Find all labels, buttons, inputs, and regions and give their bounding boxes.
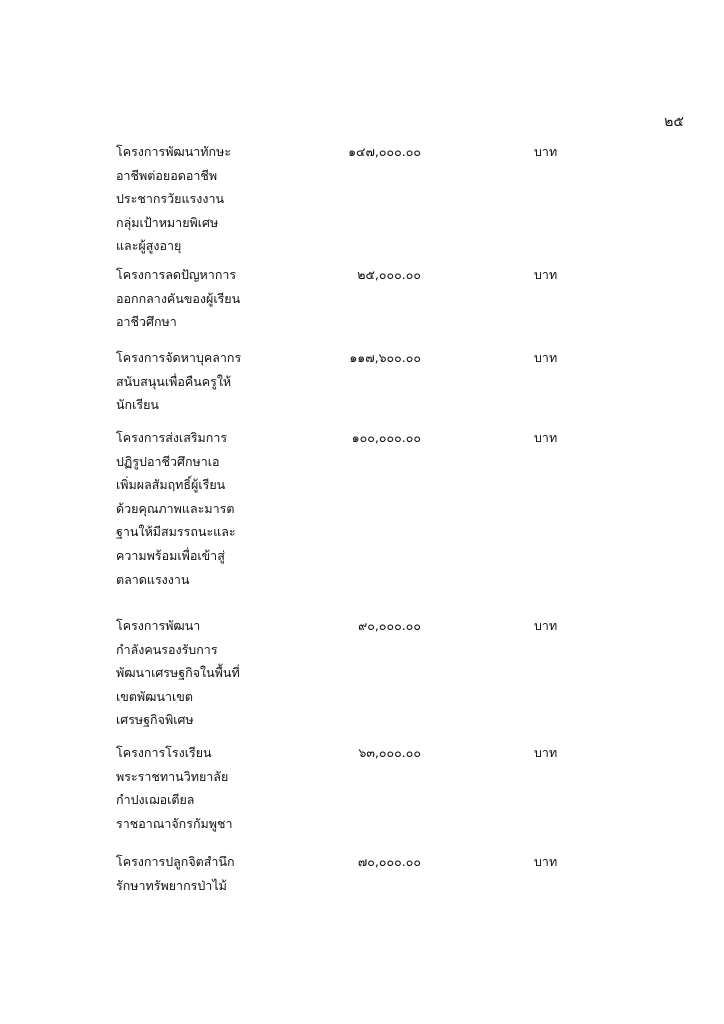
project-name-line: โครงการลดปัญหาการ [116, 267, 237, 282]
currency-unit: บาท [534, 745, 558, 760]
budget-amount: ๑๐๐,๐๐๐.๐๐ [351, 430, 421, 445]
budget-amount: ๑๔๗,๐๐๐.๐๐ [348, 144, 421, 159]
project-name-line: อาชีวศึกษา [116, 314, 177, 330]
project-name [116, 741, 276, 835]
budget-amount: ๑๑๗,๖๐๐.๐๐ [349, 350, 421, 365]
project-name [116, 426, 276, 591]
project-name-line: ฐานให้มีสมรรถนะและ [116, 524, 236, 540]
project-name [116, 346, 276, 417]
project-name-line: ประชากรวัยแรงงาน [116, 191, 225, 207]
currency-unit: บาท [534, 144, 558, 159]
project-name-line: ออกกลางคันของผู้เรียน [116, 290, 241, 306]
currency-unit: บาท [534, 430, 558, 445]
project-name-line: รักษาทรัพยากรป่าไม้ [116, 877, 227, 893]
project-name-line: โครงการจัดหาบุคลากร [116, 350, 242, 365]
project-name [116, 140, 276, 258]
project-name-line: พระราชทานวิทยาลัย [116, 768, 229, 784]
project-name-line: พัฒนาเศรษฐกิจในพื้นที่ [116, 665, 240, 681]
currency-unit: บาท [534, 854, 558, 869]
budget-amount: ๙๐,๐๐๐.๐๐ [358, 618, 421, 633]
project-name-line: โครงการโรงเรียน [116, 745, 212, 760]
currency-unit: บาท [534, 350, 558, 365]
project-name-line: ราชอาณาจักรกัมพูชา [116, 815, 233, 831]
project-name-line: กำลังคนรองรับการ [116, 641, 218, 657]
project-name-line: สนับสนุนเพื่อคืนครูให้ [116, 373, 232, 389]
project-name-line: กำปงเฌอเตียล [116, 792, 195, 808]
project-name-line: โครงการส่งเสริมการ [116, 430, 228, 445]
page-number: ๒๕ [664, 114, 684, 130]
project-name-line: อาชีพต่อยอดอาชีพ [116, 167, 218, 183]
project-name-line: โครงการปลูกจิตสำนึก [116, 854, 235, 869]
budget-amount: ๖๓,๐๐๐.๐๐ [358, 745, 421, 760]
project-name-line: ปฏิรูปอาชีวศึกษาเอ [116, 453, 220, 469]
budget-amount: ๒๕,๐๐๐.๐๐ [357, 267, 421, 282]
project-name-line: ด้วยคุณภาพและมารต [116, 500, 235, 516]
project-name-line: ความพร้อมเพื่อเข้าสู่ [116, 547, 225, 563]
currency-unit: บาท [534, 618, 558, 633]
project-name-line: นักเรียน [116, 397, 159, 413]
project-name-line: ตลาดแรงงาน [116, 571, 190, 587]
project-name-line: โครงการพัฒนา [116, 618, 201, 633]
project-name-line: เพิ่มผลสัมฤทธิ์ผู้เรียน [116, 477, 226, 493]
project-name-line: เขตพัฒนาเขต [116, 688, 193, 704]
budget-amount: ๗๐,๐๐๐.๐๐ [357, 854, 421, 869]
project-name-line: โครงการพัฒนาทักษะ [116, 144, 232, 159]
project-name [116, 614, 276, 732]
project-name [116, 263, 276, 334]
currency-unit: บาท [534, 267, 558, 282]
project-name-line: กลุ่มเป้าหมายพิเศษ [116, 214, 219, 230]
project-name-line: และผู้สูงอายุ [116, 238, 182, 254]
project-name [116, 850, 276, 897]
project-name-line: เศรษฐกิจพิเศษ [116, 712, 194, 728]
